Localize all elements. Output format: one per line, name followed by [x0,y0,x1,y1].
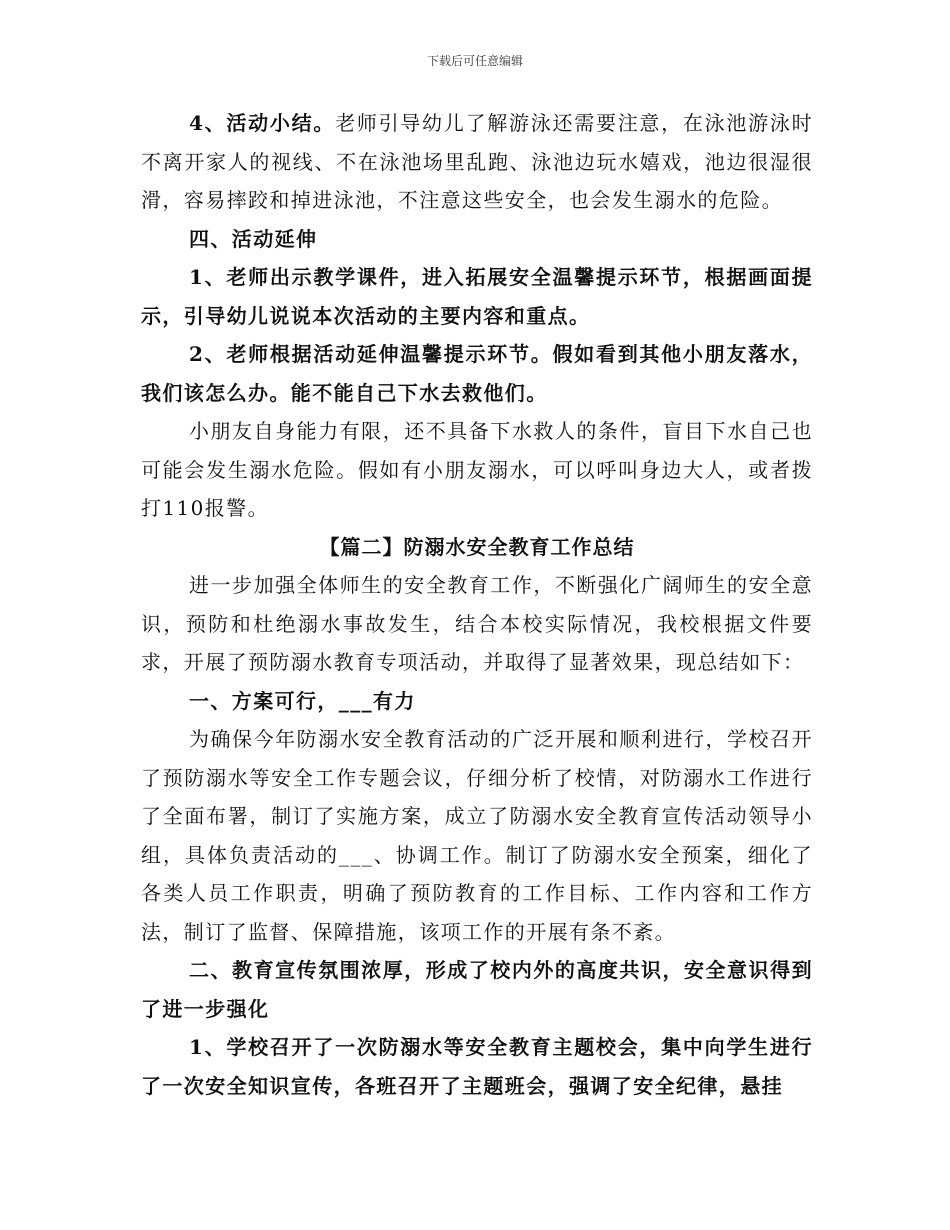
section-heading-extension: 四、活动延伸 [189,226,318,251]
paragraph-activity-summary [141,104,813,220]
document-title: 【篇二】防溺水安全教育工作总结 [319,534,635,559]
paragraph-extension-2: 2、老师根据活动延伸温馨提示环节。假如看到其他小朋友落水，我们该怎么办。能不能自己下水去救他们。 [141,342,813,405]
document-body [141,104,813,1105]
paragraph-intro: 进一步加强全体师生的安全教育工作，不断强化广阔师生的安全意识，预防和杜绝溺水事故发生，结合本校实际情况，我校根据文件要求，开展了预防溺水教育专项活动，并取得了显著效果，现总结如下： [141,573,813,674]
paragraph-plan: 为确保今年防溺水安全教育活动的广泛开展和顺利进行，学校召开了预防溺水等安全工作专题会议，仔细分析了校情，对防溺水工作进行了全面布署，制订了实施方案，成立了防溺水安全教育宣传活动领导小组，具体负责活动的___、协调工作。制订了防溺水安全预案，细化了各类人员工作职责，明确了预防教育的工作目标、工作内容和工作方法，制订了监督、保障措施，该项工作的开展有条不紊。 [141,727,813,944]
paragraph-text: 老师引导幼儿了解游泳还需要注意，在泳池游泳时不离开家人的视线、不在泳池场里乱跑、泳池边玩水嬉戏，池边很湿很滑，容易摔跤和掉进泳池，不注意这些安全，也会发生溺水的危险。 [141,111,813,212]
page-header: 下载后可任意编辑 [426,54,523,68]
paragraph-lead: 4、活动小结。 [189,111,336,135]
paragraph-advice: 小朋友自身能力有限，还不具备下水救人的条件，盲目下水自己也可能会发生溺水危险。假如有小朋友溺水，可以呼叫身边大人，或者拨打110报警。 [141,419,813,520]
paragraph-publicity-1: 1、学校召开了一次防溺水等安全教育主题校会，集中向学生进行了一次安全知识宣传，各班召开了主题班会，强调了安全纪律，悬挂 [141,1035,813,1098]
section-heading-plan: 一、方案可行，___有力 [189,688,416,713]
paragraph-extension-1: 1、老师出示教学课件，进入拓展安全温馨提示环节，根据画面提示，引导幼儿说说本次活动的主要内容和重点。 [141,265,813,328]
section-heading-publicity: 二、教育宣传氛围浓厚，形成了校内外的高度共识，安全意识得到了进一步强化 [141,958,813,1021]
